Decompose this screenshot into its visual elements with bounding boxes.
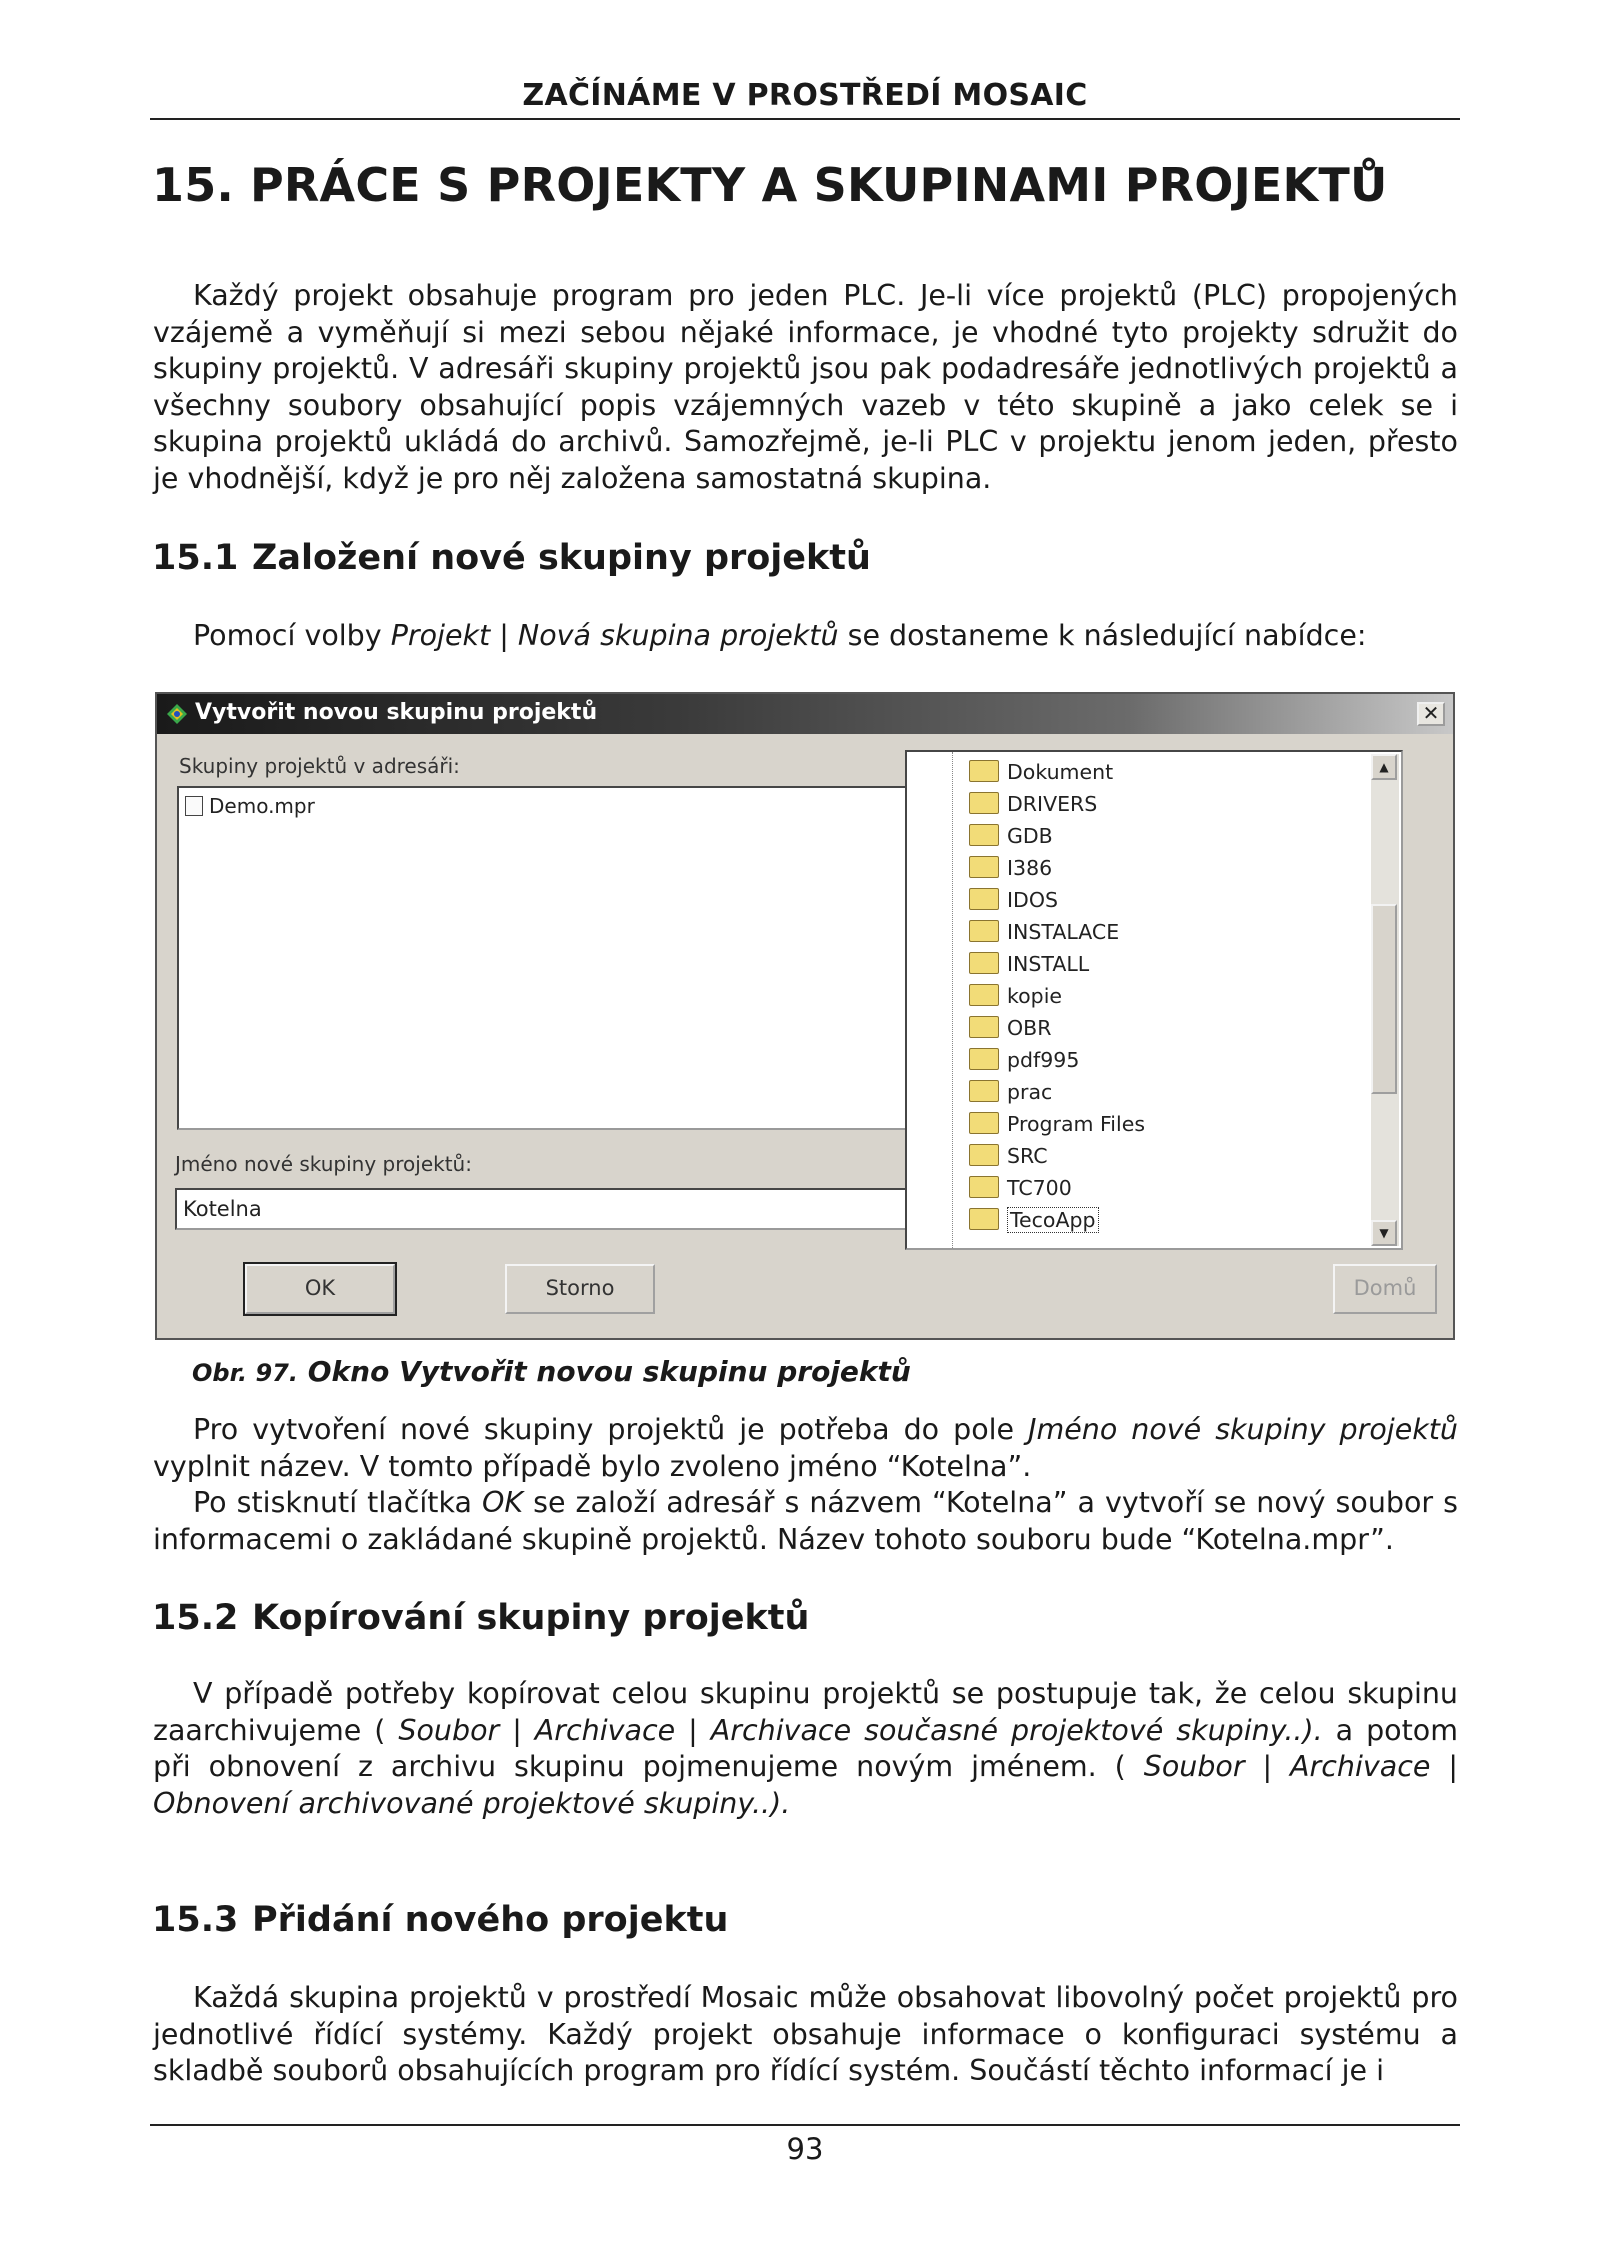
section-heading-3: 15.3 Přidání nového projektu (152, 1900, 729, 1940)
tree-item[interactable]: DRIVERS (969, 788, 1097, 820)
chapter-number: 15. (152, 158, 235, 212)
section3-paragraph: Každá skupina projektů v prostředí Mosaic může obsahovat libovolný počet projektů pro jednotlivé řídící systémy. Každý projekt obsahuje informace o konfiguraci systému a skladbě souborů obsahujících program pro řídící systém. Součástí těchto informací je i (153, 1981, 1458, 2087)
folder-icon (969, 1016, 999, 1038)
after-figure-paragraph-2: Po stisknutí tlačítka OK se založí adresář s názvem “Kotelna” a vytvoří se nový soubor s informacemi o zakládané skupině projektů. Název tohoto souboru bude “Kotelna.mpr”. (153, 1486, 1459, 1556)
tree-item[interactable]: INSTALACE (969, 916, 1119, 948)
tree-item[interactable]: GDB (969, 820, 1053, 852)
folder-icon (969, 1080, 999, 1102)
tree-item[interactable]: Dokument (969, 756, 1113, 788)
chapter-title-text: PRÁCE S PROJEKTY A SKUPINAMI PROJEKTŮ (250, 158, 1388, 212)
tree-item[interactable]: Program Files (969, 1108, 1145, 1140)
cancel-button[interactable]: Storno (505, 1264, 655, 1314)
open-folder-icon (969, 1208, 999, 1230)
close-icon[interactable]: ✕ (1417, 702, 1445, 726)
home-button[interactable]: Domů (1333, 1264, 1437, 1314)
figure-caption: Obr. 97. Okno Vytvořit novou skupinu projektů (192, 1355, 911, 1388)
chapter-title (152, 158, 1388, 212)
dialog-title-bar (157, 694, 1453, 734)
folder-icon (969, 1112, 999, 1134)
name-label: Jméno nové skupiny projektů: (175, 1152, 472, 1176)
tree-item[interactable]: prac (969, 1076, 1052, 1108)
app-icon (165, 702, 189, 726)
folder-icon (969, 1144, 999, 1166)
header-rule (150, 118, 1460, 120)
list-item[interactable]: Demo.mpr (185, 794, 315, 818)
tree-item[interactable]: TC700 (969, 1172, 1072, 1204)
ok-button[interactable]: OK (245, 1264, 395, 1314)
folder-icon (969, 920, 999, 942)
running-header: ZAČÍNÁME V PROSTŘEDÍ MOSAIC (522, 78, 1088, 113)
intro-paragraph: Každý projekt obsahuje program pro jeden PLC. Je-li více projektů (PLC) propojených vzájemě a vyměňují si mezi sebou nějaké informace, je vhodné tyto projekty sdružit do skupiny projektů. V adresáři skupiny projektů jsou pak podadresáře jednotlivých projektů a všechny soubory obsahující popis vzájemných vazeb v této skupině a jako celek se i skupina projektů ukládá do archivů. Samozřejmě, je-li PLC v projektu jenom jeden, přesto je vhodnější, když je pro něj založena samostatná skupina. (153, 279, 1458, 495)
scroll-thumb[interactable] (1371, 904, 1397, 1094)
folder-icon (969, 856, 999, 878)
tree-item[interactable]: SRC (969, 1140, 1048, 1172)
folder-icon (969, 760, 999, 782)
folder-tree[interactable] (905, 750, 1403, 1250)
tree-item[interactable]: IDOS (969, 884, 1058, 916)
folder-icon (969, 824, 999, 846)
tree-item-selected[interactable]: TecoApp (969, 1204, 1099, 1236)
name-input[interactable]: Kotelna (175, 1188, 1045, 1230)
section2-paragraph: V případě potřeby kopírovat celou skupinu projektů se postupuje tak, že celou skupinu zaarchivujeme ( Soubor | Archivace | Archivace současné projektové skupiny..). a potom při obnovení z archivu skupinu pojmenujeme novým jménem. ( Soubor | Archivace | Obnovení archivované projektové skupiny..). (153, 1677, 1458, 1820)
folder-icon (969, 792, 999, 814)
tree-item[interactable]: pdf995 (969, 1044, 1079, 1076)
folder-icon (969, 888, 999, 910)
tree-item[interactable]: INSTALL (969, 948, 1089, 980)
after-figure-paragraph-1: Pro vytvoření nové skupiny projektů je potřeba do pole Jméno nové skupiny projektů vyplnit název. V tomto případě bylo zvoleno jméno “Kotelna”. (153, 1413, 1458, 1483)
folder-icon (969, 984, 999, 1006)
folder-icon (969, 1048, 999, 1070)
dialog-screenshot (155, 692, 1455, 1340)
tree-item[interactable]: I386 (969, 852, 1052, 884)
section1-paragraph: Pomocí volby Projekt | Nová skupina projektů se dostaneme k následující nabídce: (193, 619, 1367, 652)
folder-scrollbar[interactable] (1371, 754, 1399, 1246)
scroll-down-icon[interactable]: ▼ (1371, 1220, 1397, 1246)
section-heading-1: 15.1 Založení nové skupiny projektů (152, 538, 871, 578)
folder-icon (969, 1176, 999, 1198)
section-heading-2: 15.2 Kopírování skupiny projektů (152, 1598, 810, 1638)
folder-icon (969, 952, 999, 974)
scroll-up-icon[interactable]: ▲ (1371, 754, 1397, 780)
page-number: 93 (786, 2132, 824, 2166)
tree-item[interactable]: kopie (969, 980, 1062, 1012)
tree-item[interactable]: OBR (969, 1012, 1051, 1044)
groups-label: Skupiny projektů v adresáři: (179, 754, 460, 778)
dialog-title: Vytvořit novou skupinu projektů (195, 700, 598, 725)
file-icon (185, 796, 203, 816)
footer-rule (150, 2124, 1460, 2126)
